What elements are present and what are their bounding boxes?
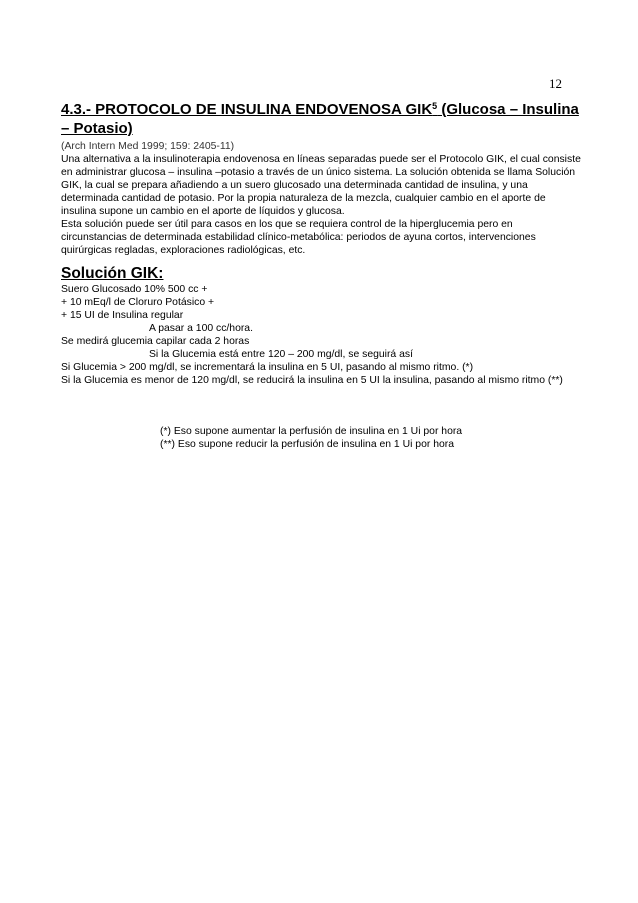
instruction-line: + 10 mEq/l de Cloruro Potásico + (61, 297, 215, 308)
section-heading (61, 100, 581, 138)
solution-heading: Solución GIK: (61, 265, 164, 282)
footnote-marker: 5 (432, 101, 438, 111)
footnotes (160, 425, 580, 451)
footnote-line: (*) Eso supone aumentar la perfusión de insulina en 1 Ui por hora (160, 426, 463, 437)
instruction-line: Si la Glucemia está entre 120 – 200 mg/dl, se seguirá así (149, 349, 413, 360)
footnote-line: (**) Eso supone reducir la perfusión de insulina en 1 Ui por hora (160, 439, 454, 450)
section-heading-text: 4.3.- PROTOCOLO DE INSULINA ENDOVENOSA GIK (61, 101, 433, 118)
instruction-line: + 15 UI de Insulina regular (61, 310, 184, 321)
paragraph-text: Una alternativa a la insulinoterapia endovenosa en líneas separadas puede ser el Protocolo GIK, el cual consiste en administrar glucosa – insulina –potasio a través de un único sistema. La solución obtenida se llama Solución GIK, la cual se prepara añadiendo a un suero glucosado una determinada cantidad de insulina, y una determinada cantidad de potasio. Por la propia naturaleza de la mezcla, cualquier cambio en el aporte de insulina supone un cambio en el aporte de líquidos y glucosa. (61, 153, 581, 217)
instruction-line: Si la Glucemia es menor de 120 mg/dl, se reducirá la insulina en 5 UI la insulina, pasando al mismo ritmo (**) (61, 375, 563, 386)
solution-instructions (61, 283, 581, 387)
intro-paragraph (61, 153, 581, 257)
instruction-line: Suero Glucosado 10% 500 cc + (61, 284, 208, 295)
instruction-line: Se medirá glucemia capilar cada 2 horas (61, 336, 250, 347)
instruction-line: Si Glucemia > 200 mg/dl, se incrementará la insulina en 5 UI, pasando al mismo ritmo. (*) (61, 362, 474, 373)
page-number: 12 (549, 76, 562, 91)
section-heading-tail: (Glucosa – Insulina – Potasio) (61, 101, 579, 137)
citation: (Arch Intern Med 1999; 159: 2405-11) (61, 141, 235, 152)
paragraph-text: Esta solución puede ser útil para casos en los que se requiera control de la hiperglucemia pero en circunstancias de determinada estabilidad clínico-metabólica: periodos de ayuna cortos, intervenciones quirúrgicas regladas, exploraciones radiológicas, etc. (61, 218, 536, 256)
instruction-line: A pasar a 100 cc/hora. (149, 323, 253, 334)
